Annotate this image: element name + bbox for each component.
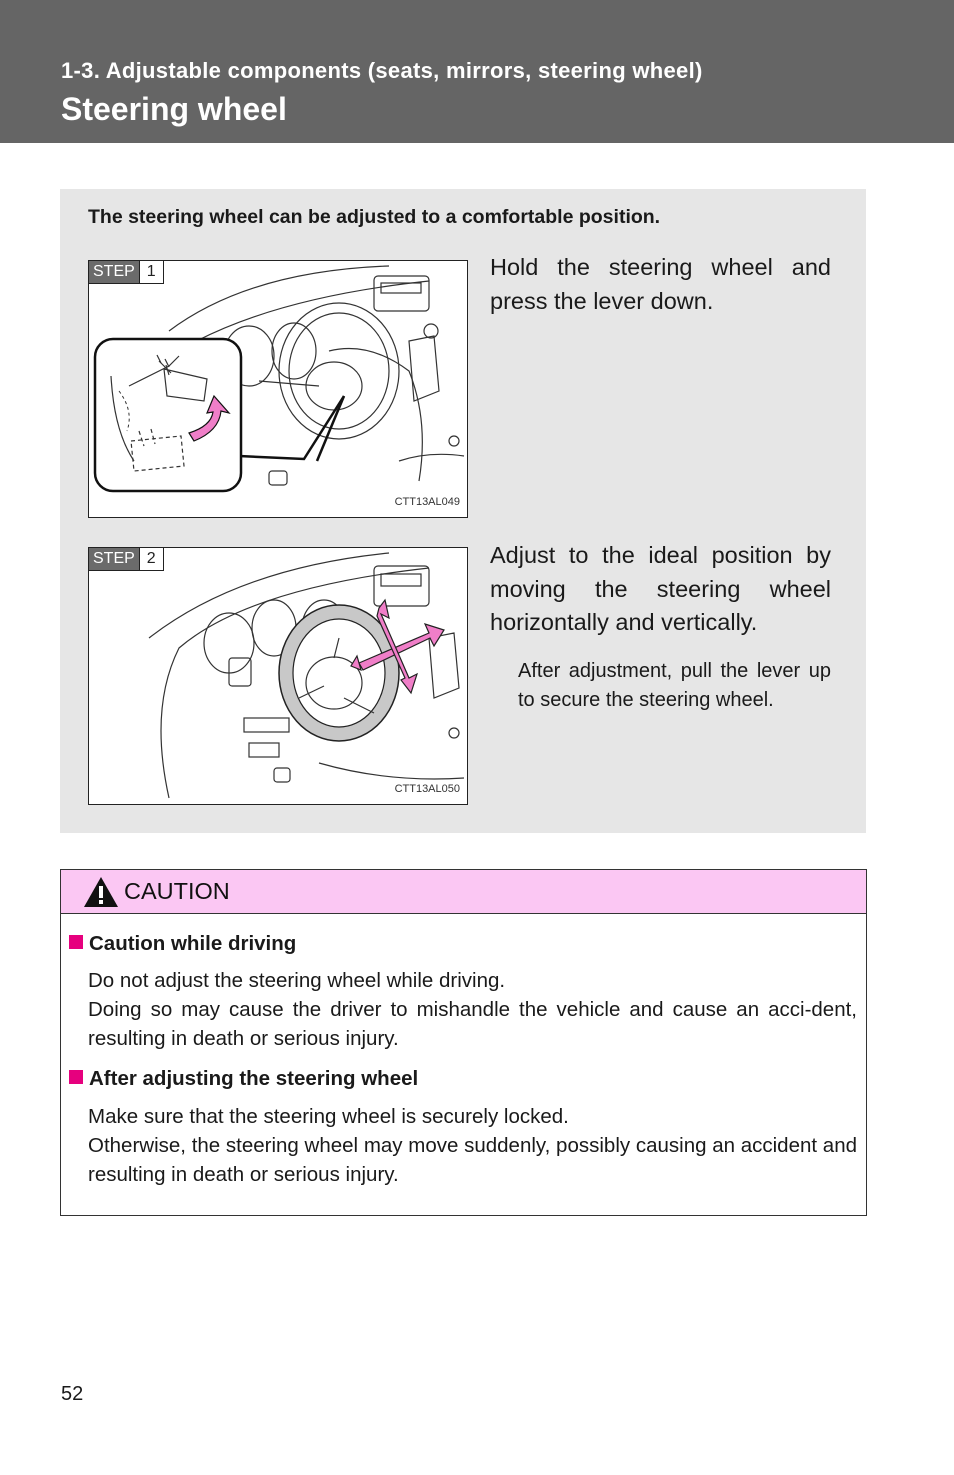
figure-code: CTT13AL049 — [394, 496, 460, 508]
caution-heading — [69, 1067, 418, 1091]
caution-label: CAUTION — [124, 878, 230, 904]
caution-header — [61, 870, 866, 914]
step-2-note: After adjustment, pull the lever up to secure the steering wheel. — [518, 660, 831, 711]
caution-line: Doing so may cause the driver to mishandle the vehicle and cause an acci-dent, resulting in death or serious injury. — [88, 998, 857, 1050]
step-label: STEP — [89, 261, 139, 283]
caution-line: Otherwise, the steering wheel may move suddenly, possibly causing an accident and resulting in death or serious injury. — [88, 1134, 857, 1186]
caution-heading — [69, 932, 296, 956]
steering-lever-illustration — [89, 261, 468, 518]
section-title: 1-3. Adjustable components (seats, mirrors, steering wheel) — [61, 58, 703, 83]
caution-body — [88, 1102, 857, 1189]
step-2-text: Adjust to the ideal position by moving the steering wheel horizontally and vertically. — [490, 542, 831, 635]
caution-heading-text: Caution while driving — [89, 932, 297, 955]
page-title: Steering wheel — [61, 91, 287, 127]
intro-text: The steering wheel can be adjusted to a comfortable position. — [88, 206, 661, 228]
square-bullet-icon — [69, 1070, 83, 1084]
step-badge — [89, 261, 164, 284]
step-number: 1 — [139, 261, 163, 283]
page-number: 52 — [61, 1383, 84, 1405]
step-1-figure — [88, 260, 468, 518]
caution-line: Do not adjust the steering wheel while driving. — [88, 969, 506, 992]
warning-icon — [83, 876, 119, 908]
step-label: STEP — [89, 548, 139, 570]
step-2-figure — [88, 547, 468, 805]
caution-heading-text: After adjusting the steering wheel — [89, 1067, 419, 1090]
caution-box — [60, 869, 867, 1216]
caution-line: Make sure that the steering wheel is securely locked. — [88, 1105, 569, 1128]
square-bullet-icon — [69, 935, 83, 949]
steering-adjust-illustration — [89, 548, 468, 805]
step-number: 2 — [139, 548, 163, 570]
caution-body — [88, 966, 857, 1053]
figure-code: CTT13AL050 — [394, 783, 460, 795]
page-header — [0, 0, 954, 143]
step-badge — [89, 548, 164, 571]
step-1-text: Hold the steering wheel and press the lever down. — [490, 254, 831, 314]
instruction-panel — [60, 189, 866, 833]
